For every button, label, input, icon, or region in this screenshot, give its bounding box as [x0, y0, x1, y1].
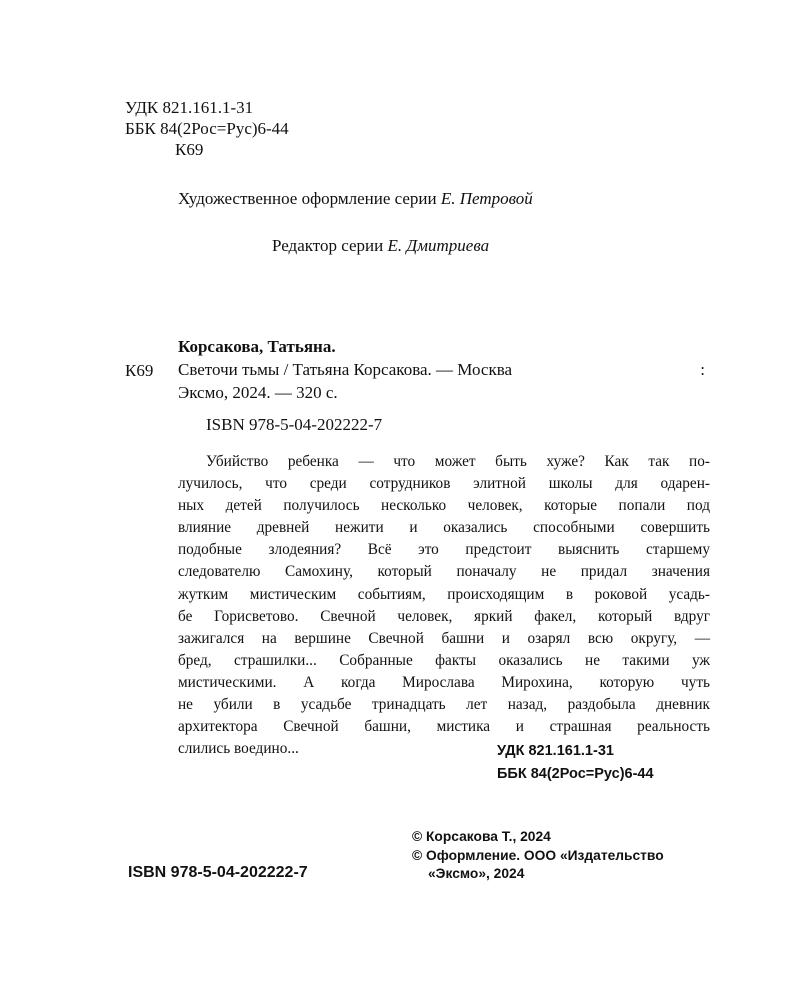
annotation-line: мистическими. А когда Мирослава Мирохина, которую чуть	[178, 673, 710, 691]
copyright-design-cont: «Эксмо», 2024	[428, 866, 525, 881]
editor-credit	[272, 235, 489, 257]
design-credit-name: Е. Петровой	[440, 189, 533, 208]
classification-block	[125, 97, 289, 160]
biblio-title-line: Светочи тьмы / Татьяна Корсакова. — Москва	[178, 360, 513, 379]
author-mark: К69	[175, 140, 204, 159]
annotation-line: следователю Самохину, который поначалу не придал значения	[178, 563, 710, 581]
udk-code: УДК 821.161.1-31	[125, 98, 254, 117]
isbn-main: ISBN 978-5-04-202222-7	[206, 415, 383, 434]
annotation-line: бе Горисветово. Свечной человек, яркий факел, который вдруг	[178, 607, 710, 625]
editor-credit-name: Е. Дмитриева	[387, 236, 490, 255]
biblio-line-2: Эксмо, 2024. — 320 с.	[178, 383, 338, 402]
design-credit-label: Художественное оформление серии	[178, 189, 437, 208]
footer-udk: УДК 821.161.1-31	[497, 743, 614, 759]
annotation-line: бред, страшилки... Собранные факты оказались не такими уж	[178, 651, 710, 669]
copyright-block	[412, 828, 664, 884]
biblio-colon: :	[700, 360, 705, 379]
author-heading: Корсакова, Татьяна.	[178, 337, 336, 356]
annotation-line: Убийство ребенка — что может быть хуже? Как так по-	[206, 453, 710, 470]
annotation-line: архитектора Свечной башни, мистика и страшная реальность	[178, 718, 710, 736]
annotation-line: лучилось, что среди сотрудников элитной школы для одарен-	[178, 475, 710, 493]
editor-credit-label: Редактор серии	[272, 236, 384, 255]
bbk-code: ББК 84(2Рос=Рус)6-44	[125, 119, 289, 138]
annotation-line: жутким мистическим событиям, происходящим в роковой усадь-	[178, 585, 710, 603]
copyright-design: © Оформление. ООО «Издательство	[412, 847, 664, 863]
annotation-line: зажигался на вершине Свечной башни и озарял всю округу, —	[178, 629, 710, 647]
copyright-author: © Корсакова Т., 2024	[412, 829, 551, 844]
annotation-line: слились воедино...	[178, 740, 299, 758]
annotation-text	[178, 451, 710, 760]
annotation-line: влияние древней нежити и оказались способными совершить	[178, 519, 710, 537]
biblio-author-mark: К69	[125, 361, 154, 380]
annotation-line: не убили в усадьбе тринадцать лет назад, раздобыла дневник	[178, 696, 710, 714]
footer-bbk: ББК 84(2Рос=Рус)6-44	[497, 766, 654, 782]
annotation-line: ных детей получилось несколько человек, которые попали под	[178, 497, 710, 515]
design-credit	[178, 188, 533, 210]
bibliographic-description	[178, 358, 705, 404]
footer-isbn: ISBN 978-5-04-202222-7	[128, 864, 308, 881]
footer-codes	[497, 740, 654, 786]
biblio-line-1	[178, 358, 705, 381]
annotation-line: подобные злодеяния? Всё это предстоит выяснить старшему	[178, 541, 710, 559]
